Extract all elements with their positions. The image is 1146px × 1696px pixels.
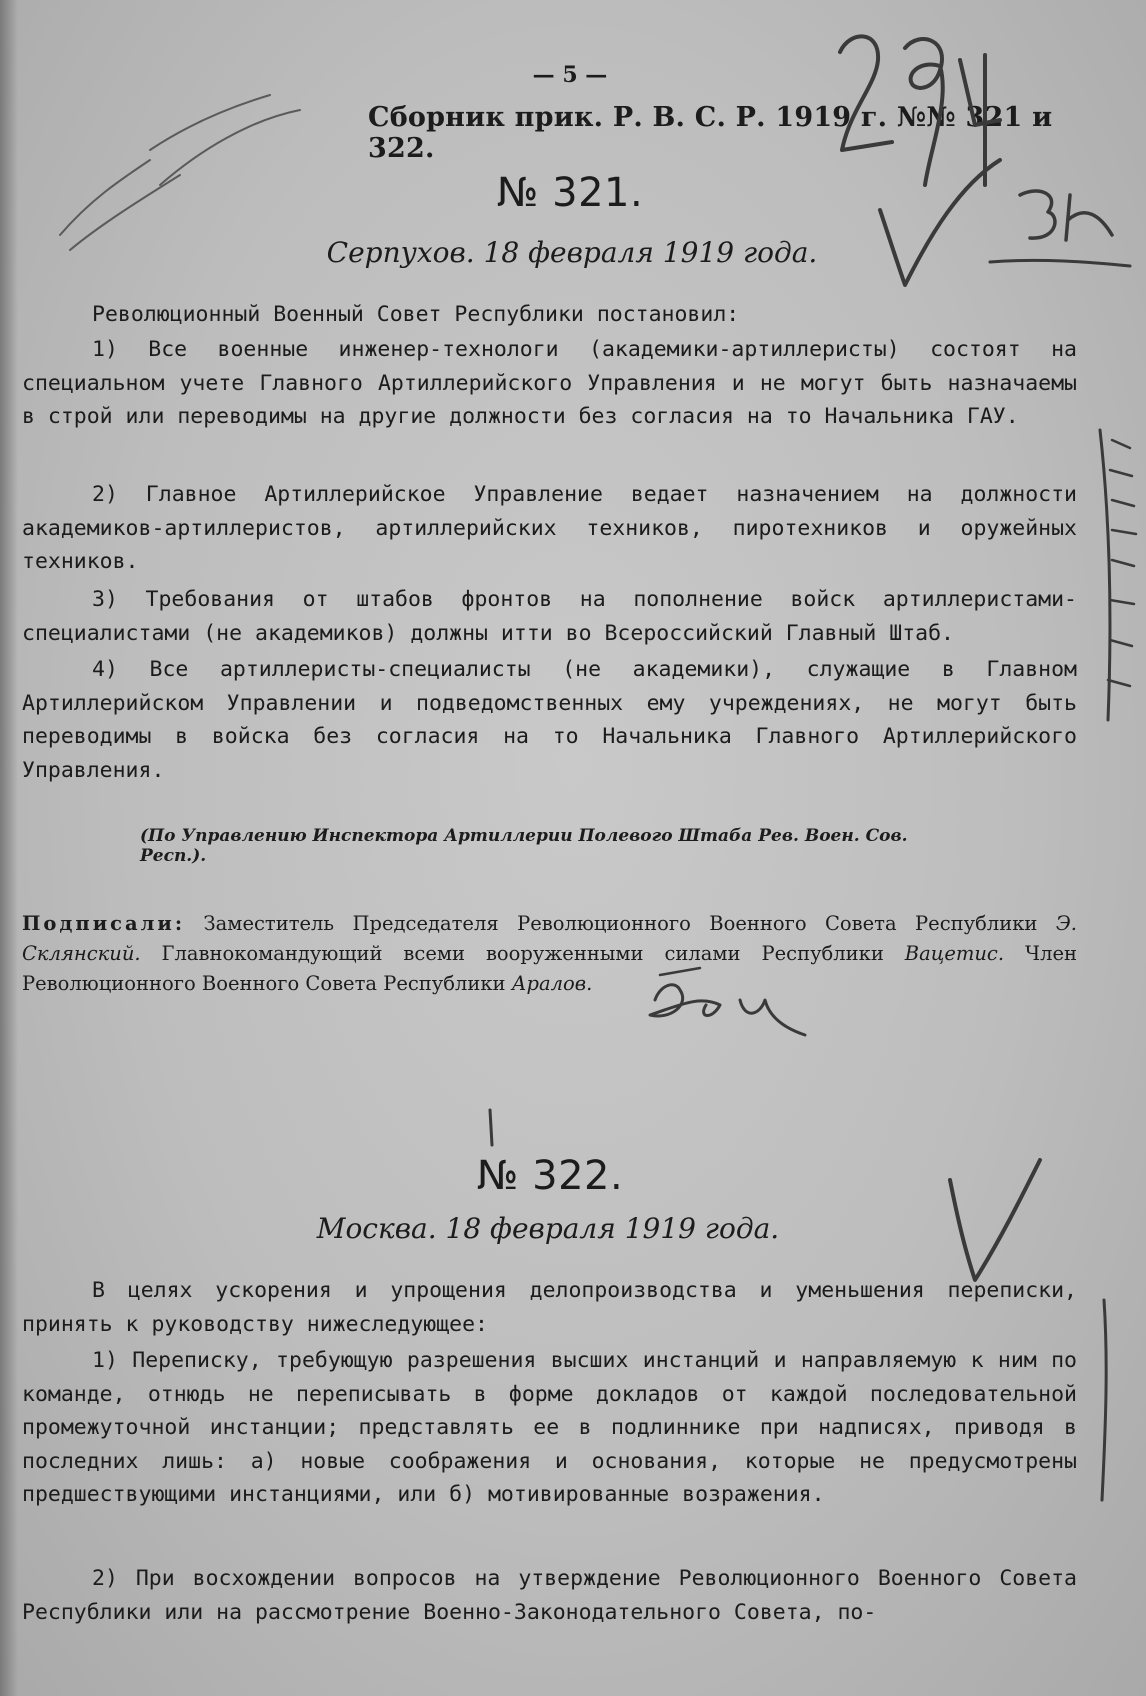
- order-321-point-1: 1) Все военные инженер-технологи (академики-артиллеристы) состоят на специальном учете Главного Артиллерийского Управления и не могут быть назначаемы в строй или переводимы на другие должности без согласия на то Начальника ГАУ.: [22, 337, 1077, 429]
- order-322-point-1: 1) Переписку, требующую разрешения высших инстанций и направляемую к ним по команде, отнюдь не переписывать в форме докладов от каждой последовательной промежуточной инстанции; представлять ее в подлиннике при надписях, приводя в последних лишь: а) новые соображения и основания, которые не предусмотрены предшествующими инстанциями, или б) мотивированные возражения.: [22, 1348, 1077, 1507]
- order-321-signatures: [22, 909, 1077, 999]
- order-321-place-date: Серпухов. 18 февраля 1919 года.: [326, 236, 818, 269]
- order-322-intro: В целях ускорения и упрощения делопроизводства и уменьшения переписки, принять к руководству нижеследующее:: [22, 1278, 1077, 1337]
- margin-underline: [990, 260, 1130, 266]
- signer-name-2: Вацетис.: [904, 942, 1005, 965]
- page-number: — 5 —: [532, 62, 608, 88]
- order-321-point-2: 2) Главное Артиллерийское Управление ведает назначением на должности академиков-артиллеристов, артиллерийских техников, пиротехников и оружейных техников.: [22, 482, 1077, 574]
- signed-text-2: Главнокомандующий всеми вооруженными силами Республики: [140, 942, 905, 965]
- order-321-number: № 321.: [496, 170, 644, 216]
- running-title: Сборник прик. Р. В. С. Р. 1919 г. №№ 321 и 322.: [368, 102, 1053, 164]
- margin-line-bottom: [1102, 1300, 1106, 1500]
- small-tick-mark: [490, 1110, 492, 1145]
- handwritten-3k-mark: [1020, 191, 1055, 238]
- order-322-place-date: Москва. 18 февраля 1919 года.: [316, 1212, 780, 1245]
- check-mark-bottom: [950, 1160, 1040, 1280]
- order-321-point-3: 3) Требования от штабов фронтов на пополнение войск артиллеристами-специалистами (не академиков) должны итти во Всероссийский Главный Штаб.: [22, 587, 1077, 646]
- order-322-point-2: 2) При восхождении вопросов на утверждение Революционного Военного Совета Республики или на рассмотрение Военно-Законодательного Совета, по-: [22, 1566, 1077, 1625]
- order-321-intro: Революционный Военный Совет Республики постановил:: [92, 302, 740, 327]
- signed-text-1: Заместитель Председателя Революционного Военного Совета Республики: [185, 912, 1056, 935]
- check-mark-top: [880, 160, 1000, 285]
- signed-label: Подписали:: [22, 912, 186, 935]
- order-322-number: № 322.: [476, 1153, 624, 1199]
- signer-name-3: Аралов.: [511, 972, 593, 995]
- margin-bracket-right: [1100, 430, 1110, 720]
- margin-note-left: [60, 95, 300, 250]
- signed-text-3: Член Революционного Военного Совета Республики: [22, 942, 1077, 995]
- scan-edge-shadow: [0, 0, 18, 1696]
- order-321-source-note: (По Управлению Инспектора Артиллерии Полевого Штаба Рев. Воен. Сов. Респ.).: [140, 826, 908, 866]
- signer-name-1: Э. Склянский.: [22, 912, 1077, 965]
- order-321-point-4: 4) Все артиллеристы-специалисты (не академики), служащие в Главном Артиллерийском Управлении и подведомственных ему учреждениях, не могут быть переводимы в войска без согласия на то Начальника Главного Артиллерийского Управления.: [22, 657, 1077, 783]
